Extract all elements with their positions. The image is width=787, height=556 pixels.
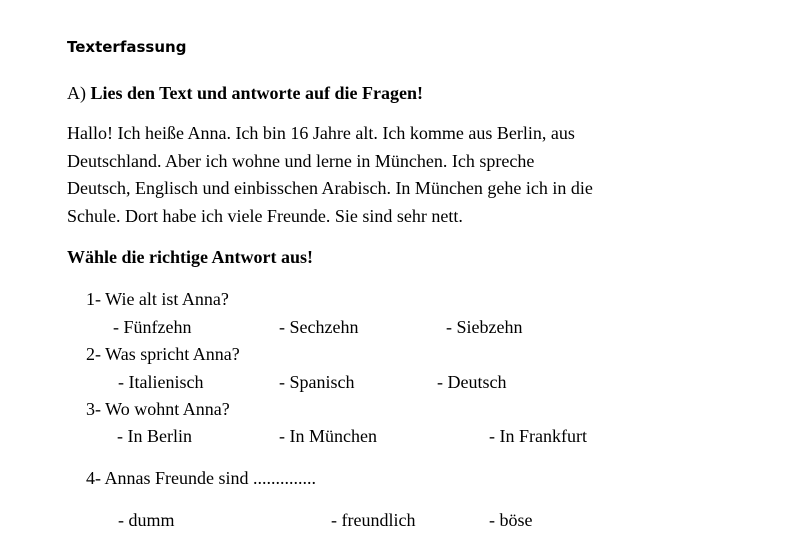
question-2-option-3: - Deutsch xyxy=(437,372,507,392)
question-4-option-1: - dumm xyxy=(118,510,175,530)
question-4-option-2: - freundlich xyxy=(331,510,416,530)
question-4: 4- Annas Freunde sind .............. xyxy=(86,468,316,488)
task-a-label: A) xyxy=(67,83,91,103)
reading-text xyxy=(67,120,707,230)
question-1-option-2: - Sechzehn xyxy=(279,317,359,337)
reading-text-line: Deutschland. Aber ich wohne und lerne in München. Ich spreche xyxy=(67,150,535,171)
choose-instruction: Wähle die richtige Antwort aus! xyxy=(67,247,313,267)
reading-text-line: Schule. Dort habe ich viele Freunde. Sie sind sehr nett. xyxy=(67,205,463,226)
reading-text-line: Deutsch, Englisch und einbisschen Arabisch. In München gehe ich in die xyxy=(67,178,593,198)
question-2-option-2: - Spanisch xyxy=(279,372,355,392)
reading-text-line: Hallo! Ich heiße Anna. Ich bin 16 Jahre alt. Ich komme aus Berlin, aus xyxy=(67,123,575,143)
question-1: 1- Wie alt ist Anna? xyxy=(86,289,229,309)
question-3-option-3: - In Frankfurt xyxy=(489,426,587,446)
question-4-option-3: - böse xyxy=(489,510,533,530)
question-1-option-3: - Siebzehn xyxy=(446,317,523,337)
question-3: 3- Wo wohnt Anna? xyxy=(86,399,230,419)
task-a-instruction: Lies den Text und antworte auf die Fragen! xyxy=(90,83,424,103)
question-2-option-1: - Italienisch xyxy=(118,372,204,392)
task-a-heading xyxy=(67,81,423,105)
page-heading: Texterfassung xyxy=(67,38,187,56)
question-2: 2- Was spricht Anna? xyxy=(86,344,240,364)
question-3-option-1: - In Berlin xyxy=(117,426,192,446)
question-3-option-2: - In München xyxy=(279,426,377,446)
question-1-option-1: - Fünfzehn xyxy=(113,317,192,337)
